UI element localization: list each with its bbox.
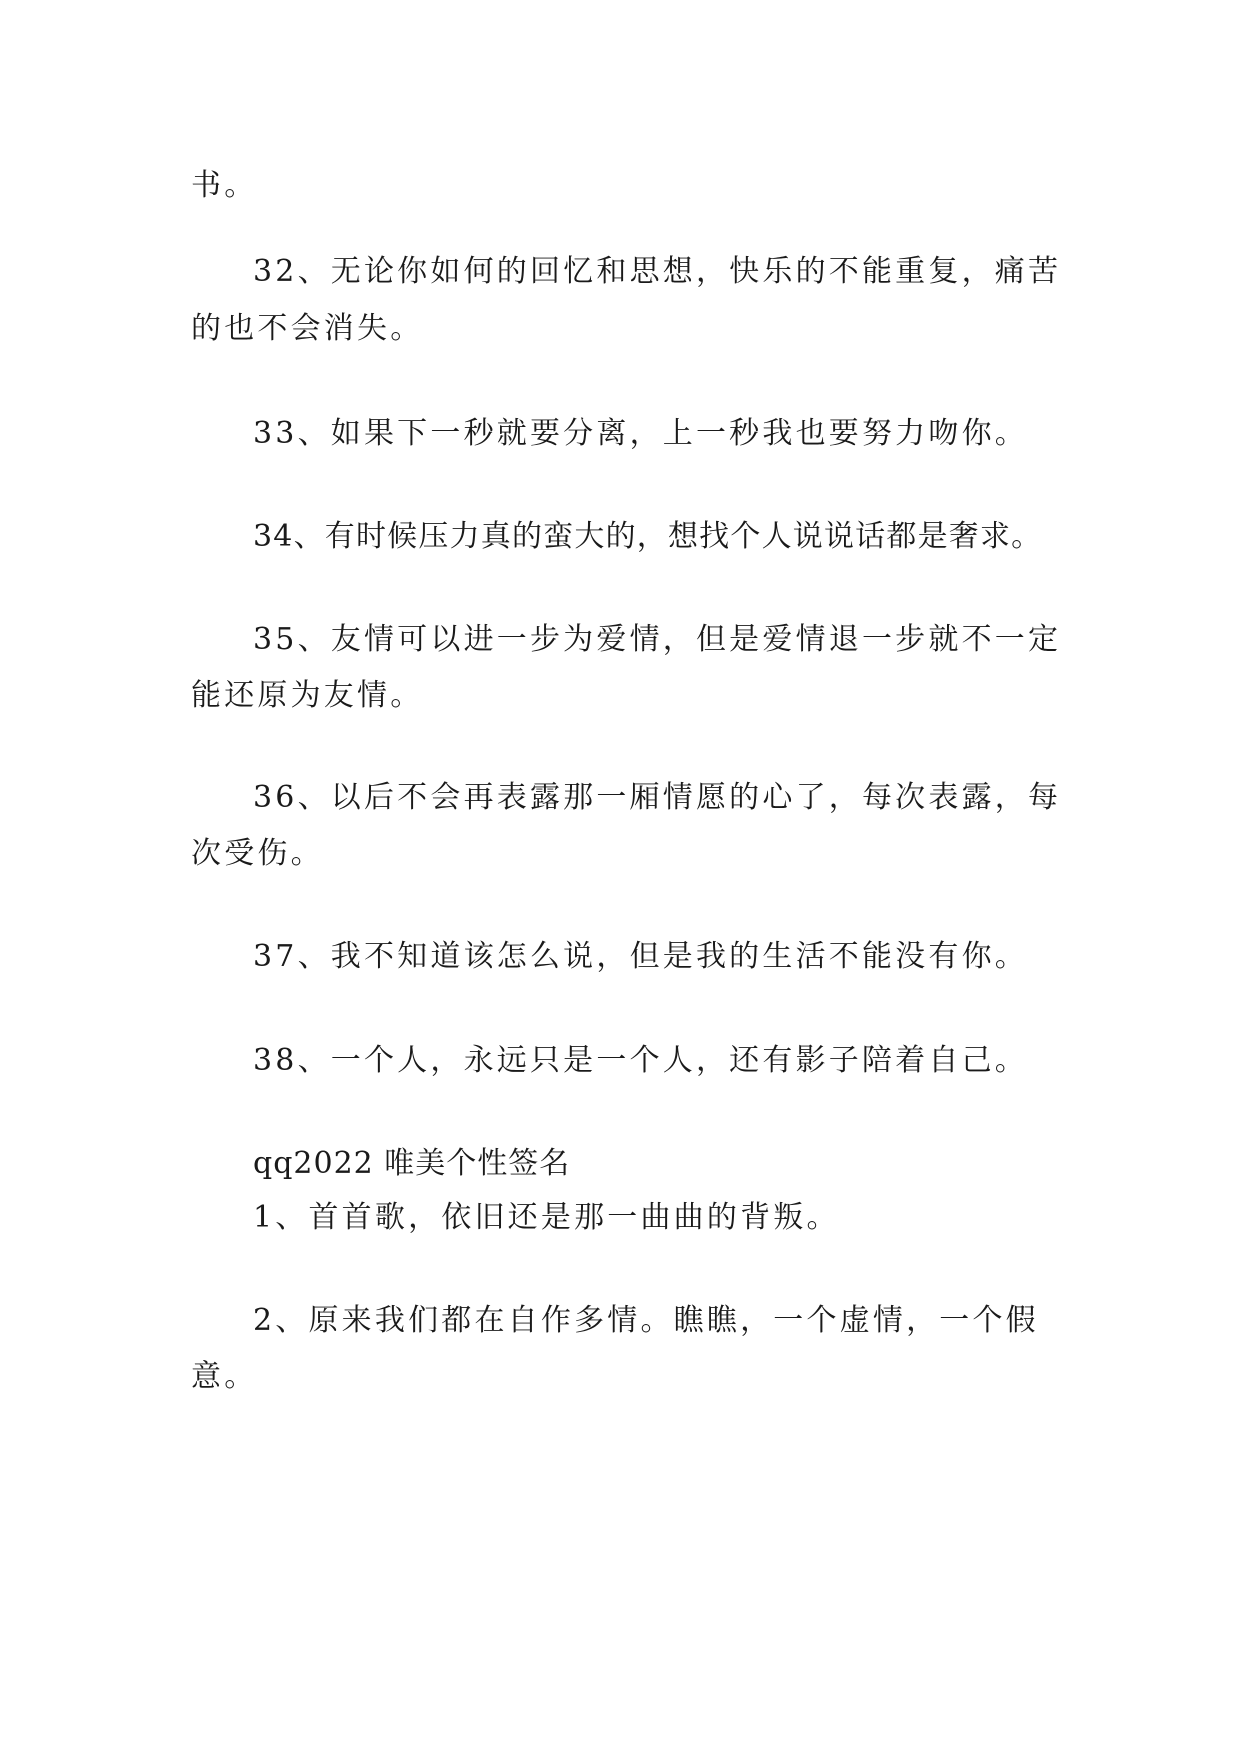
section-heading: qq2022 唯美个性签名 <box>253 1146 571 1181</box>
paragraph-2-line-2: 意。 <box>191 1359 258 1394</box>
paragraph-32-line-2: 的也不会消失。 <box>191 311 424 346</box>
text-line: 书。 <box>191 168 258 203</box>
paragraph-35-line-2: 能还原为友情。 <box>191 678 424 713</box>
paragraph-1: 1、首首歌，依旧还是那一曲曲的背叛。 <box>253 1200 840 1235</box>
paragraph-34: 34、有时候压力真的蛮大的，想找个人说说话都是奢求。 <box>253 519 1043 554</box>
paragraph-33: 33、如果下一秒就要分离，上一秒我也要努力吻你。 <box>253 416 1028 451</box>
paragraph-38: 38、一个人，永远只是一个人，还有影子陪着自己。 <box>253 1043 1028 1078</box>
paragraph-32-line-1: 32、无论你如何的回忆和思想，快乐的不能重复，痛苦 <box>253 254 1062 289</box>
paragraph-36-line-1: 36、以后不会再表露那一厢情愿的心了，每次表露，每 <box>253 780 1062 815</box>
paragraph-35-line-1: 35、友情可以进一步为爱情，但是爱情退一步就不一定 <box>253 622 1062 657</box>
paragraph-2-line-1: 2、原来我们都在自作多情。瞧瞧，一个虚情，一个假 <box>253 1303 1039 1338</box>
paragraph-37: 37、我不知道该怎么说，但是我的生活不能没有你。 <box>253 939 1028 974</box>
paragraph-36-line-2: 次受伤。 <box>191 836 324 871</box>
